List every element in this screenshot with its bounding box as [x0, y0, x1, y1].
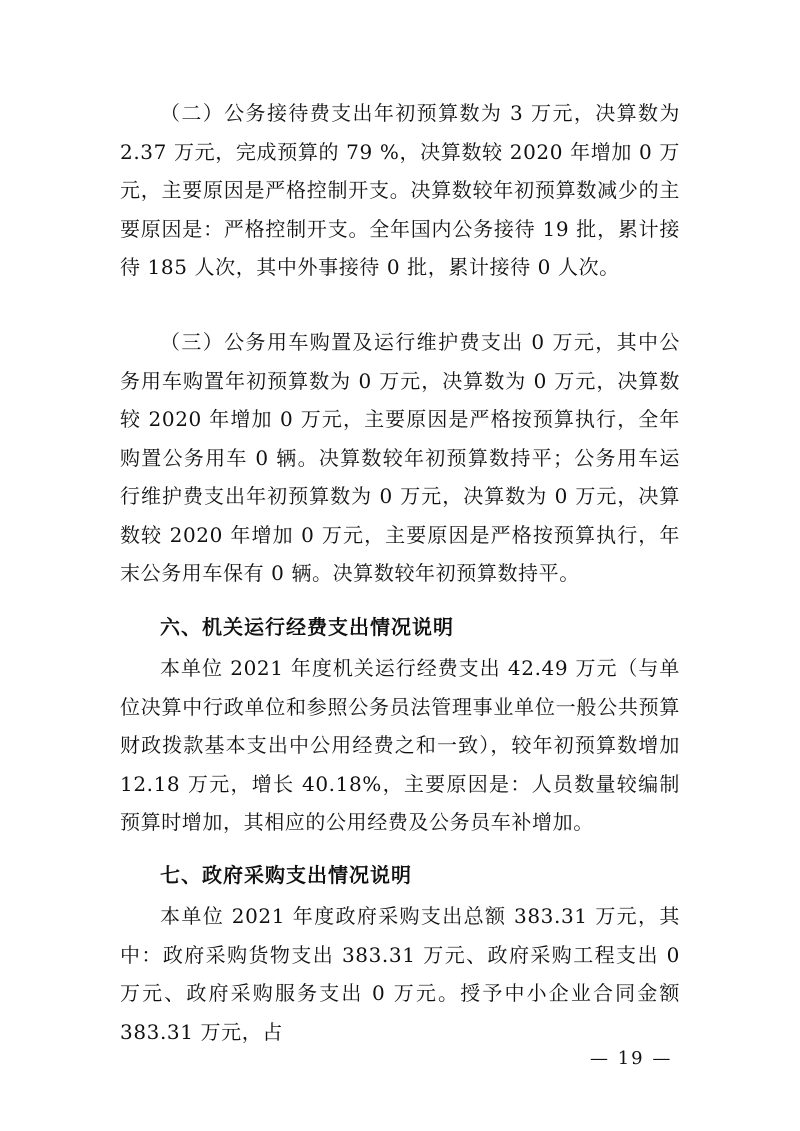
paragraph-reception-expense: （二）公务接待费支出年初预算数为 3 万元，决算数为 2.37 万元，完成预算的 79 %，决算数较 2020 年增加 0 万元，主要原因是严格控制开支。决算数较年初预算数减少的主要原因是：严格控制开支。全年国内公务接待 19 批，累计接待 185 人次，其中外事接待 0 批，累计接待 0 人次。 — [120, 101, 680, 279]
paragraph-vehicle-expense: （三）公务用车购置及运行维护费支出 0 万元，其中公务用车购置年初预算数为 0 万元，决算数为 0 万元，决算数较 2020 年增加 0 万元，主要原因是严格按预算执行，全年购置公务用车 0 辆。决算数较年初预算数持平；公务用车运行维护费支出年初预算数为 0 万元，决算数为 0 万元，决算数较 2020 年增加 0 万元，主要原因是严格按预算执行，年末公务用车保有 0 辆。决算数较年初预算数持平。 — [120, 330, 680, 585]
page-number: — 19 — — [590, 1048, 673, 1069]
section-heading-procurement: 七、政府采购支出情况说明 — [160, 863, 412, 887]
paragraph-procurement: 本单位 2021 年度政府采购支出总额 383.31 万元，其中：政府采购货物支出 383.31 万元、政府采购工程支出 0 万元、政府采购服务支出 0 万元。授予中小企业合同金额 383.31 万元，占 — [120, 904, 680, 1044]
section-heading-operating-expense: 六、机关运行经费支出情况说明 — [160, 615, 454, 639]
paragraph-operating-expense: 本单位 2021 年度机关运行经费支出 42.49 万元（与单位决算中行政单位和参照公务员法管理事业单位一般公共预算财政拨款基本支出中公用经费之和一致），较年初预算数增加 12.18 万元，增长 40.18%，主要原因是：人员数量较编制预算时增加，其相应的公用经费及公务员车补增加。 — [120, 656, 680, 834]
